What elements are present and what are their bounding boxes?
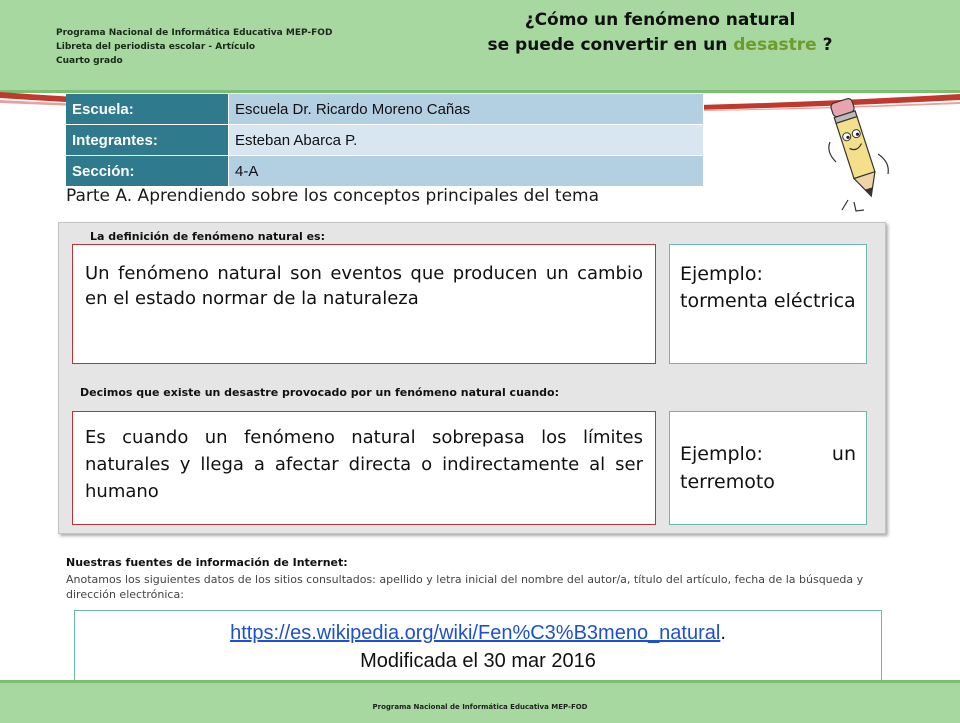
- header-band: [0, 0, 960, 93]
- disaster-example-field[interactable]: Ejemplo: un terremoto: [669, 411, 867, 525]
- program-info: [56, 26, 332, 68]
- table-row: [66, 156, 704, 187]
- school-value: Escuela Dr. Ricardo Moreno Cañas: [229, 94, 704, 125]
- source-link-period: .: [720, 622, 726, 644]
- members-value: Esteban Abarca P.: [229, 125, 704, 156]
- title-line-1: ¿Cómo un fenómeno natural: [524, 10, 796, 30]
- program-line: Libreta del periodista escolar - Artículo: [56, 42, 256, 52]
- info-table: [66, 94, 704, 187]
- sources-title: Nuestras fuentes de información de Internet:: [66, 556, 348, 569]
- title-line-2: [440, 33, 880, 58]
- table-row: [66, 94, 704, 125]
- program-line: Cuarto grado: [56, 56, 123, 66]
- sources-desc-rest: apellido y letra inicial del nombre del autor/a, título del artículo, fecha de la búsqueda y dirección electrónica:: [66, 573, 864, 601]
- table-row: [66, 125, 704, 156]
- definition-example-field[interactable]: Ejemplo: tormenta eléctrica: [669, 244, 867, 364]
- section-value: 4-A: [229, 156, 704, 187]
- sources-desc-prefix: Anotamos los siguientes datos de los sitios consultados:: [66, 573, 376, 586]
- footer-band: [0, 680, 960, 723]
- disaster-label: Decimos que existe un desastre provocado por un fenómeno natural cuando:: [80, 386, 559, 399]
- source-link[interactable]: https://es.wikipedia.org/wiki/Fen%C3%B3meno_natural: [230, 622, 721, 644]
- title-line-2-suffix: ?: [822, 35, 833, 55]
- school-label: Escuela:: [66, 94, 229, 125]
- sources-description: [66, 572, 866, 602]
- title-highlight: desastre: [733, 35, 817, 55]
- definition-answer-field[interactable]: Un fenómeno natural son eventos que producen un cambio en el estado normar de la naturaleza: [72, 244, 656, 364]
- program-line: Programa Nacional de Informática Educativa MEP-FOD: [56, 28, 333, 38]
- source-entry-box[interactable]: [74, 610, 882, 684]
- section-label: Sección:: [66, 156, 229, 187]
- part-a-heading: Parte A. Aprendiendo sobre los conceptos principales del tema: [66, 186, 600, 206]
- footer-text: Programa Nacional de Informática Educativa MEP-FOD: [372, 703, 588, 711]
- pencil-mascot-icon: [818, 92, 898, 212]
- members-label: Integrantes:: [66, 125, 229, 156]
- page-title: [440, 8, 880, 58]
- source-modified-date: Modificada el 30 mar 2016: [360, 650, 596, 672]
- definition-label: La definición de fenómeno natural es:: [90, 230, 325, 243]
- title-line-2-prefix: se puede convertir en un: [487, 35, 728, 55]
- disaster-answer-field[interactable]: Es cuando un fenómeno natural sobrepasa los límites naturales y llega a afectar directa o indirectamente al ser humano: [72, 411, 656, 525]
- source-link-line: [75, 619, 881, 647]
